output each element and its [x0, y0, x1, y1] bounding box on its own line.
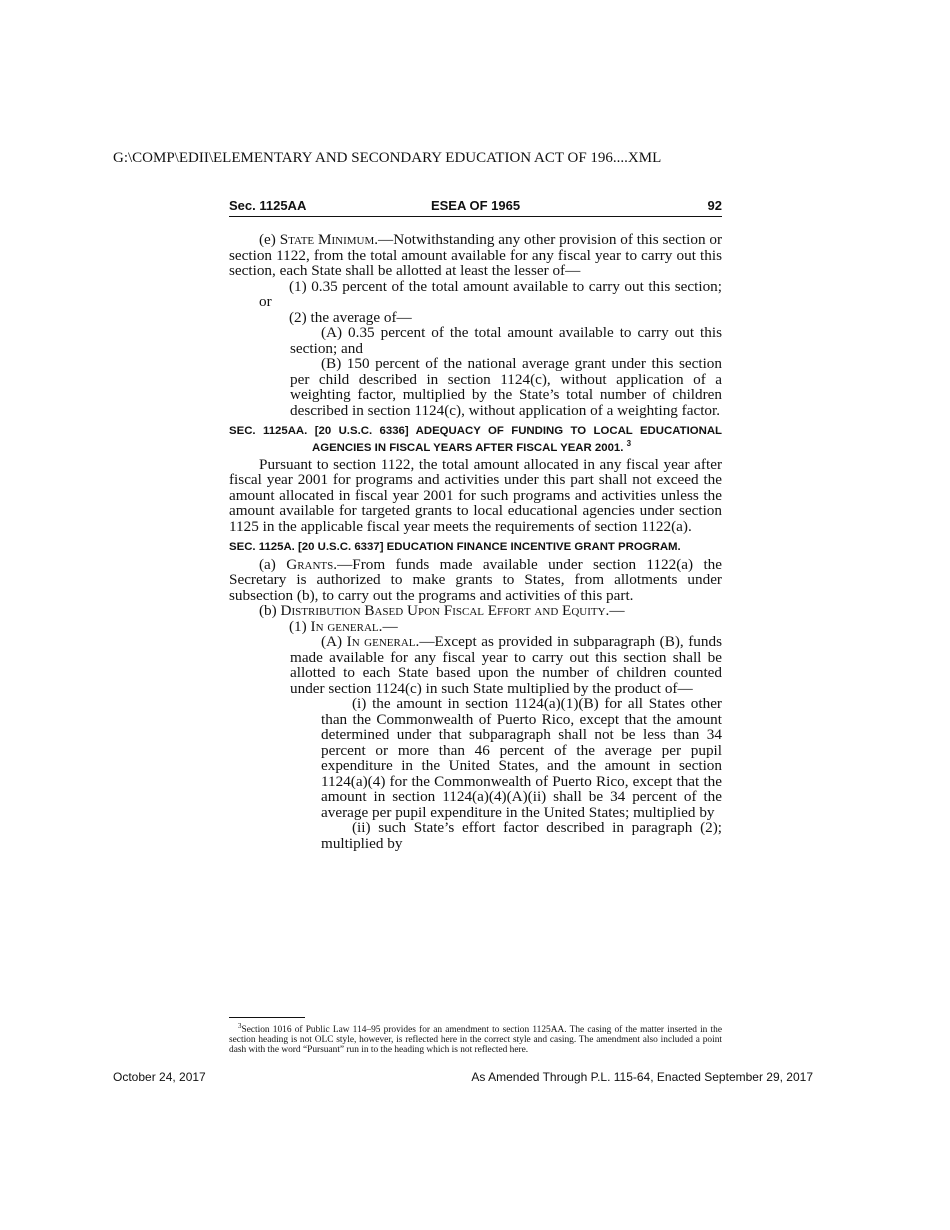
paragraph-e-heading: State Minimum.	[279, 231, 379, 248]
running-head	[229, 198, 722, 217]
paragraph-e-2-A: (A) 0.35 percent of the total amount available to carry out this section; and	[290, 324, 722, 357]
section-1125AA-text: Pursuant to section 1122, the total amount allocated in any fiscal year after fiscal year 2001 for programs and activities under this part shall not exceed the amount allocated in fiscal year 2001 for such programs and activities unless the amount available for targeted grants to local educational agencies under section 1125 in the applicable fiscal year meets the requirements of section 1122(a).	[229, 455, 722, 535]
clause-i: (i) the amount in section 1124(a)(1)(B) for all States other than the Commonwealth of Puerto Rico, except that the amount determined under that subparagraph shall not be less than 34 percent or more than 46 percent of the average per pupil expenditure in the United States, and the amount in section 1124(a)(4) for the Commonwealth of Puerto Rico, except that the amount in section 1124(a)(4)(A)(ii) shall be 34 percent of the average per pupil expenditure in the United States; multiplied by	[321, 695, 722, 821]
running-head-section: Sec. 1125AA	[229, 198, 307, 213]
paragraph-b: (b) Distribution Based Upon Fiscal Effort and Equity.—	[259, 602, 625, 620]
clause-ii: (ii) such State’s effort factor described in paragraph (2); multiplied by	[321, 819, 722, 852]
paragraph-b-heading: Distribution Based Upon Fiscal Effort and Equity.	[280, 602, 610, 620]
paragraph-a-heading: Grants.	[286, 555, 338, 573]
section-heading-1125A: SEC. 1125A. [20 U.S.C. 6337] EDUCATION FINANCE INCENTIVE GRANT PROGRAM.	[229, 541, 681, 554]
page-number: 92	[707, 198, 722, 213]
paragraph-e: (e) State Minimum.—Notwithstanding any other provision of this section or section 1122, from the total amount available for any fiscal year to carry out this section, each State shall be allotted at least the lesser of—	[229, 231, 723, 279]
footer-date: October 24, 2017	[113, 1070, 206, 1084]
paragraph-b-1-heading: In general.	[310, 617, 383, 635]
footnote-rule	[229, 1017, 305, 1018]
paragraph-b-1: (1) In general.—	[289, 617, 398, 635]
footnote-number: 3	[238, 1022, 242, 1030]
paragraph-b-1-A: (A) In general.—Except as provided in subparagraph (B), funds made available for any fiscal year to carry out this section shall be allotted to each State based upon the number of children counted under section 1124(c) in such State multiplied by the product of—	[290, 633, 722, 697]
paragraph-e-2-B: (B) 150 percent of the national average grant under this section per child described in section 1124(c), without application of a weighting factor, multiplied by the State’s total number of children described in section 1124(c), without application of a weighting factor.	[290, 355, 722, 419]
running-head-title: ESEA OF 1965	[430, 198, 521, 213]
footer-amended: As Amended Through P.L. 115-64, Enacted September 29, 2017	[471, 1070, 813, 1084]
file-path: G:\COMP\EDII\ELEMENTARY AND SECONDARY EDUCATION ACT OF 196....XML	[113, 150, 662, 166]
paragraph-e-1: (1) 0.35 percent of the total amount available to carry out this section; or	[259, 277, 722, 310]
page-body	[229, 232, 722, 851]
section-heading-1125AA: SEC. 1125AA. [20 U.S.C. 6336] ADEQUACY OF FUNDING TO LOCAL EDUCATIONAL AGENCIES IN FISCAL YEARS AFTER FISCAL YEAR 2001. $^3$	[229, 425, 722, 454]
paragraph-b-1-A-heading: In general.	[346, 633, 420, 651]
footnote: $^3$Section 1016 of Public Law 114–95 provides for an amendment to section 1125AA. The casing of the matter inserted in the section heading is not OLC style, however, is reflected here in the correct style and casing. The amendment also included a point dash with the word “Pursuant” run in to the heading which is not reflected here.	[229, 1022, 722, 1056]
footnote-ref: 3	[626, 438, 632, 448]
paragraph-e-2: (2) the average of—	[289, 308, 412, 326]
paragraph-a: (a) Grants.—From funds made available under section 1122(a) the Secretary is authorized to make grants to States, from allotments under subsection (b), to carry out the programs and activities of this part.	[229, 555, 722, 604]
